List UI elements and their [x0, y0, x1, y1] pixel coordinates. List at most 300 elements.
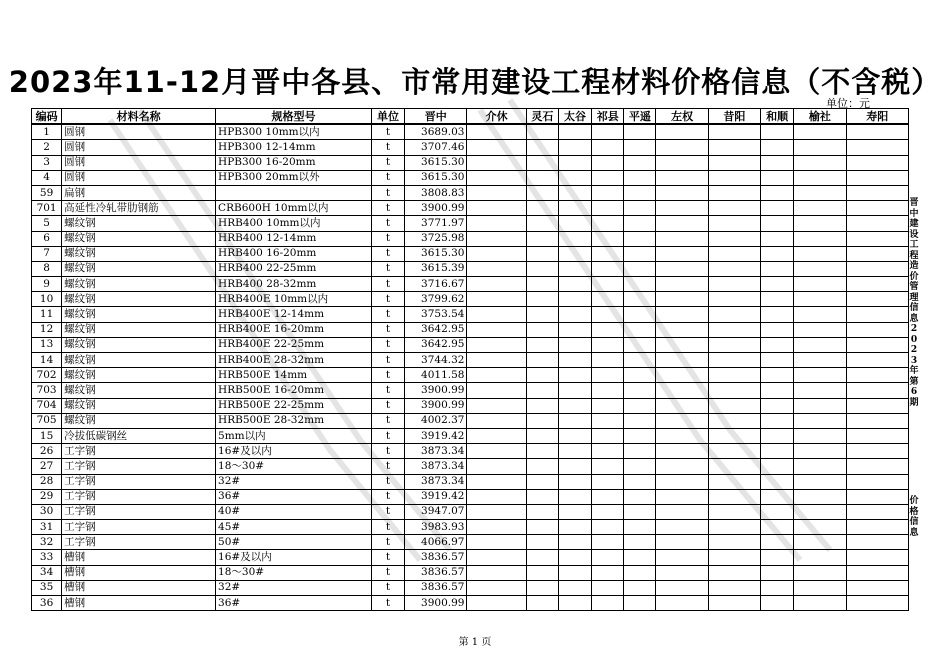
col-header-xiyang: 昔阳	[708, 109, 760, 125]
cell-code: 36	[32, 596, 62, 611]
cell-price-empty	[526, 307, 558, 322]
cell-unit: t	[371, 428, 404, 443]
cell-price-empty	[846, 520, 908, 535]
cell-unit: t	[371, 368, 404, 383]
cell-price-empty	[558, 413, 591, 428]
cell-price-empty	[624, 185, 656, 200]
table-row	[32, 277, 909, 292]
cell-price-empty	[708, 459, 760, 474]
cell-price-empty	[794, 520, 846, 535]
cell-spec: HPB300 10mm以内	[216, 124, 372, 140]
cell-price-empty	[624, 580, 656, 595]
cell-price-empty	[467, 322, 526, 337]
cell-price-jinzhong: 3900.99	[405, 398, 467, 413]
cell-code: 13	[32, 337, 62, 352]
cell-code: 6	[32, 231, 62, 246]
cell-code: 35	[32, 580, 62, 595]
cell-price-empty	[761, 565, 794, 580]
cell-price-empty	[708, 368, 760, 383]
cell-spec: 16#及以内	[216, 444, 372, 459]
cell-price-empty	[656, 322, 708, 337]
cell-price-empty	[846, 368, 908, 383]
cell-price-empty	[708, 353, 760, 368]
cell-price-empty	[794, 535, 846, 550]
cell-price-empty	[761, 292, 794, 307]
col-header-shouyang: 寿阳	[846, 109, 908, 125]
cell-price-empty	[624, 444, 656, 459]
cell-price-empty	[526, 231, 558, 246]
cell-unit: t	[371, 322, 404, 337]
cell-material-name: 高延性冷轧带肋钢筋	[62, 201, 216, 216]
cell-price-empty	[526, 216, 558, 231]
cell-price-empty	[656, 170, 708, 185]
cell-price-empty	[558, 398, 591, 413]
cell-price-empty	[656, 353, 708, 368]
cell-price-empty	[624, 428, 656, 443]
cell-price-empty	[656, 185, 708, 200]
cell-price-empty	[624, 596, 656, 611]
cell-code: 701	[32, 201, 62, 216]
cell-unit: t	[371, 277, 404, 292]
cell-price-empty	[846, 504, 908, 519]
cell-unit: t	[371, 337, 404, 352]
cell-price-empty	[526, 337, 558, 352]
cell-price-empty	[656, 231, 708, 246]
cell-unit: t	[371, 353, 404, 368]
cell-price-empty	[624, 353, 656, 368]
cell-spec: HRB400E 10mm以内	[216, 292, 372, 307]
cell-price-jinzhong: 3873.34	[405, 444, 467, 459]
cell-price-empty	[761, 398, 794, 413]
table-row	[32, 185, 909, 200]
cell-price-empty	[624, 124, 656, 140]
cell-unit: t	[371, 444, 404, 459]
cell-price-empty	[708, 504, 760, 519]
cell-price-empty	[467, 383, 526, 398]
cell-price-empty	[467, 124, 526, 140]
cell-price-empty	[624, 292, 656, 307]
cell-price-empty	[592, 535, 624, 550]
cell-price-empty	[624, 535, 656, 550]
cell-price-empty	[708, 444, 760, 459]
table-row	[32, 368, 909, 383]
cell-price-empty	[846, 124, 908, 140]
cell-price-empty	[558, 124, 591, 140]
cell-price-empty	[708, 292, 760, 307]
cell-price-empty	[558, 520, 591, 535]
cell-price-empty	[794, 428, 846, 443]
cell-price-empty	[656, 596, 708, 611]
cell-price-empty	[761, 261, 794, 276]
cell-price-empty	[761, 322, 794, 337]
table-row	[32, 550, 909, 565]
cell-material-name: 冷拔低碳钢丝	[62, 428, 216, 443]
cell-price-empty	[558, 474, 591, 489]
cell-price-empty	[526, 428, 558, 443]
cell-price-empty	[526, 550, 558, 565]
cell-unit: t	[371, 307, 404, 322]
cell-price-empty	[526, 261, 558, 276]
cell-price-empty	[467, 307, 526, 322]
cell-unit: t	[371, 170, 404, 185]
cell-spec: 45#	[216, 520, 372, 535]
table-row	[32, 246, 909, 261]
col-header-code: 编码	[32, 109, 62, 125]
cell-code: 30	[32, 504, 62, 519]
cell-material-name: 槽钢	[62, 580, 216, 595]
cell-price-empty	[656, 216, 708, 231]
cell-price-empty	[794, 550, 846, 565]
cell-price-empty	[592, 124, 624, 140]
cell-price-empty	[656, 398, 708, 413]
cell-price-empty	[592, 155, 624, 170]
cell-material-name: 圆钢	[62, 140, 216, 155]
cell-price-empty	[846, 383, 908, 398]
cell-material-name: 螺纹钢	[62, 261, 216, 276]
cell-price-empty	[624, 231, 656, 246]
cell-spec: HPB300 20mm以外	[216, 170, 372, 185]
cell-price-empty	[624, 216, 656, 231]
cell-spec: 18～30#	[216, 459, 372, 474]
cell-price-empty	[558, 170, 591, 185]
cell-code: 702	[32, 368, 62, 383]
col-header-heshun: 和顺	[761, 109, 794, 125]
cell-price-empty	[592, 383, 624, 398]
cell-material-name: 螺纹钢	[62, 231, 216, 246]
cell-price-jinzhong: 3808.83	[405, 185, 467, 200]
cell-price-empty	[592, 353, 624, 368]
cell-material-name: 槽钢	[62, 565, 216, 580]
cell-price-empty	[558, 216, 591, 231]
cell-price-empty	[526, 444, 558, 459]
cell-price-empty	[708, 124, 760, 140]
cell-price-empty	[624, 170, 656, 185]
cell-price-empty	[794, 155, 846, 170]
cell-spec: 5mm以内	[216, 428, 372, 443]
cell-material-name: 工字钢	[62, 459, 216, 474]
cell-price-empty	[794, 216, 846, 231]
cell-unit: t	[371, 383, 404, 398]
cell-price-empty	[656, 277, 708, 292]
cell-price-empty	[558, 428, 591, 443]
cell-price-empty	[846, 413, 908, 428]
table-row	[32, 520, 909, 535]
cell-price-empty	[761, 413, 794, 428]
cell-price-empty	[526, 201, 558, 216]
cell-price-empty	[761, 383, 794, 398]
cell-price-empty	[624, 337, 656, 352]
cell-price-empty	[794, 368, 846, 383]
table-row	[32, 307, 909, 322]
cell-price-empty	[794, 459, 846, 474]
cell-code: 1	[32, 124, 62, 140]
cell-price-empty	[526, 246, 558, 261]
cell-unit: t	[371, 261, 404, 276]
cell-price-empty	[592, 413, 624, 428]
cell-price-empty	[794, 292, 846, 307]
cell-code: 59	[32, 185, 62, 200]
cell-price-empty	[846, 292, 908, 307]
table-row	[32, 216, 909, 231]
cell-material-name: 螺纹钢	[62, 277, 216, 292]
cell-price-empty	[708, 322, 760, 337]
cell-price-empty	[624, 565, 656, 580]
table-row	[32, 231, 909, 246]
table-row	[32, 383, 909, 398]
cell-price-empty	[794, 185, 846, 200]
cell-spec: HRB400 12-14mm	[216, 231, 372, 246]
cell-price-empty	[761, 550, 794, 565]
cell-price-jinzhong: 3753.54	[405, 307, 467, 322]
cell-price-empty	[708, 307, 760, 322]
cell-price-empty	[467, 444, 526, 459]
table-row	[32, 535, 909, 550]
cell-price-empty	[526, 474, 558, 489]
cell-price-empty	[558, 580, 591, 595]
cell-price-empty	[624, 504, 656, 519]
table-row	[32, 474, 909, 489]
cell-spec: HRB500E 14mm	[216, 368, 372, 383]
page-number: 第 1 页	[458, 637, 492, 648]
cell-price-jinzhong: 3725.98	[405, 231, 467, 246]
table-row	[32, 596, 909, 611]
cell-price-empty	[558, 322, 591, 337]
table-row	[32, 170, 909, 185]
cell-price-empty	[846, 489, 908, 504]
cell-price-empty	[558, 185, 591, 200]
cell-material-name: 工字钢	[62, 489, 216, 504]
cell-price-empty	[526, 580, 558, 595]
cell-code: 4	[32, 170, 62, 185]
cell-price-empty	[624, 155, 656, 170]
cell-material-name: 槽钢	[62, 596, 216, 611]
cell-price-jinzhong: 3983.93	[405, 520, 467, 535]
cell-unit: t	[371, 201, 404, 216]
table-row	[32, 565, 909, 580]
cell-price-empty	[708, 428, 760, 443]
cell-price-jinzhong: 3615.30	[405, 170, 467, 185]
cell-price-empty	[794, 383, 846, 398]
cell-price-empty	[708, 140, 760, 155]
cell-unit: t	[371, 535, 404, 550]
cell-price-empty	[467, 550, 526, 565]
cell-price-empty	[846, 261, 908, 276]
cell-code: 10	[32, 292, 62, 307]
cell-price-empty	[624, 322, 656, 337]
cell-material-name: 工字钢	[62, 444, 216, 459]
cell-price-empty	[794, 444, 846, 459]
cell-material-name: 螺纹钢	[62, 337, 216, 352]
cell-price-empty	[558, 368, 591, 383]
cell-spec: HRB400E 28-32mm	[216, 353, 372, 368]
cell-price-empty	[624, 246, 656, 261]
cell-code: 29	[32, 489, 62, 504]
cell-price-empty	[558, 489, 591, 504]
cell-code: 34	[32, 565, 62, 580]
cell-unit: t	[371, 550, 404, 565]
cell-price-empty	[846, 428, 908, 443]
cell-price-empty	[467, 535, 526, 550]
cell-material-name: 螺纹钢	[62, 368, 216, 383]
cell-price-empty	[656, 124, 708, 140]
cell-price-empty	[846, 307, 908, 322]
cell-unit: t	[371, 216, 404, 231]
cell-price-empty	[558, 337, 591, 352]
cell-price-empty	[526, 368, 558, 383]
cell-unit: t	[371, 140, 404, 155]
cell-price-empty	[467, 368, 526, 383]
cell-price-empty	[467, 170, 526, 185]
cell-price-jinzhong: 3716.67	[405, 277, 467, 292]
cell-price-jinzhong: 3707.46	[405, 140, 467, 155]
cell-unit: t	[371, 124, 404, 140]
cell-unit: t	[371, 565, 404, 580]
cell-price-empty	[592, 550, 624, 565]
col-header-qixian: 祁县	[592, 109, 624, 125]
cell-price-empty	[624, 459, 656, 474]
cell-price-empty	[708, 580, 760, 595]
cell-price-empty	[592, 596, 624, 611]
cell-price-empty	[656, 535, 708, 550]
table-row	[32, 428, 909, 443]
cell-price-empty	[558, 596, 591, 611]
cell-code: 703	[32, 383, 62, 398]
cell-material-name: 螺纹钢	[62, 383, 216, 398]
cell-price-empty	[656, 201, 708, 216]
cell-price-empty	[708, 474, 760, 489]
cell-price-empty	[526, 292, 558, 307]
cell-price-empty	[846, 322, 908, 337]
cell-price-empty	[761, 353, 794, 368]
cell-price-empty	[846, 337, 908, 352]
cell-spec: HRB400 28-32mm	[216, 277, 372, 292]
cell-price-empty	[846, 580, 908, 595]
cell-price-empty	[592, 444, 624, 459]
cell-price-empty	[794, 124, 846, 140]
cell-price-empty	[526, 383, 558, 398]
cell-price-empty	[656, 428, 708, 443]
cell-price-empty	[656, 489, 708, 504]
cell-price-empty	[624, 277, 656, 292]
col-header-yushe: 榆社	[794, 109, 846, 125]
cell-price-empty	[794, 596, 846, 611]
cell-unit: t	[371, 246, 404, 261]
cell-material-name: 工字钢	[62, 520, 216, 535]
table-row	[32, 124, 909, 140]
cell-spec: HRB400 22-25mm	[216, 261, 372, 276]
cell-price-empty	[656, 368, 708, 383]
cell-price-jinzhong: 3615.39	[405, 261, 467, 276]
cell-price-empty	[794, 170, 846, 185]
cell-price-empty	[467, 459, 526, 474]
cell-price-empty	[467, 337, 526, 352]
cell-price-empty	[592, 428, 624, 443]
cell-material-name: 圆钢	[62, 170, 216, 185]
cell-price-empty	[467, 140, 526, 155]
cell-price-empty	[656, 307, 708, 322]
cell-price-empty	[558, 140, 591, 155]
cell-price-empty	[761, 307, 794, 322]
cell-price-empty	[526, 277, 558, 292]
cell-code: 11	[32, 307, 62, 322]
table-row	[32, 353, 909, 368]
cell-price-empty	[526, 504, 558, 519]
cell-price-empty	[592, 307, 624, 322]
cell-price-jinzhong: 3873.34	[405, 474, 467, 489]
cell-unit: t	[371, 596, 404, 611]
cell-price-empty	[467, 565, 526, 580]
cell-unit: t	[371, 292, 404, 307]
cell-price-empty	[467, 231, 526, 246]
cell-price-jinzhong: 4066.97	[405, 535, 467, 550]
cell-price-empty	[558, 307, 591, 322]
table-row	[32, 155, 909, 170]
cell-price-empty	[656, 246, 708, 261]
cell-unit: t	[371, 231, 404, 246]
cell-spec: 36#	[216, 489, 372, 504]
price-table	[31, 108, 909, 611]
cell-code: 704	[32, 398, 62, 413]
cell-spec: HRB500E 22-25mm	[216, 398, 372, 413]
cell-spec: CRB600H 10mm以内	[216, 201, 372, 216]
cell-price-empty	[656, 383, 708, 398]
cell-price-jinzhong: 4002.37	[405, 413, 467, 428]
cell-price-empty	[708, 216, 760, 231]
cell-price-empty	[846, 565, 908, 580]
cell-price-empty	[708, 231, 760, 246]
cell-price-empty	[592, 489, 624, 504]
cell-price-empty	[558, 459, 591, 474]
cell-price-jinzhong: 3919.42	[405, 489, 467, 504]
cell-price-empty	[467, 246, 526, 261]
cell-price-empty	[794, 307, 846, 322]
cell-price-empty	[467, 489, 526, 504]
cell-price-empty	[794, 246, 846, 261]
cell-price-empty	[467, 155, 526, 170]
cell-material-name: 圆钢	[62, 124, 216, 140]
cell-price-empty	[624, 398, 656, 413]
cell-price-empty	[761, 201, 794, 216]
cell-price-empty	[592, 261, 624, 276]
cell-code: 28	[32, 474, 62, 489]
cell-price-empty	[467, 413, 526, 428]
cell-price-empty	[761, 246, 794, 261]
cell-price-empty	[708, 413, 760, 428]
table-row	[32, 140, 909, 155]
cell-price-empty	[794, 337, 846, 352]
cell-price-jinzhong: 3771.97	[405, 216, 467, 231]
col-header-name: 材料名称	[62, 109, 216, 125]
cell-price-empty	[624, 413, 656, 428]
cell-price-empty	[761, 520, 794, 535]
table-row	[32, 413, 909, 428]
col-header-unit: 单位	[371, 109, 404, 125]
cell-spec: 32#	[216, 474, 372, 489]
cell-price-empty	[846, 155, 908, 170]
cell-price-empty	[592, 140, 624, 155]
cell-price-empty	[526, 140, 558, 155]
table-row	[32, 322, 909, 337]
cell-spec: HRB400 16-20mm	[216, 246, 372, 261]
cell-code: 33	[32, 550, 62, 565]
cell-price-jinzhong: 3836.57	[405, 550, 467, 565]
cell-price-empty	[656, 459, 708, 474]
cell-price-empty	[526, 353, 558, 368]
cell-price-empty	[846, 444, 908, 459]
cell-price-empty	[526, 322, 558, 337]
cell-price-empty	[846, 474, 908, 489]
cell-material-name: 槽钢	[62, 550, 216, 565]
